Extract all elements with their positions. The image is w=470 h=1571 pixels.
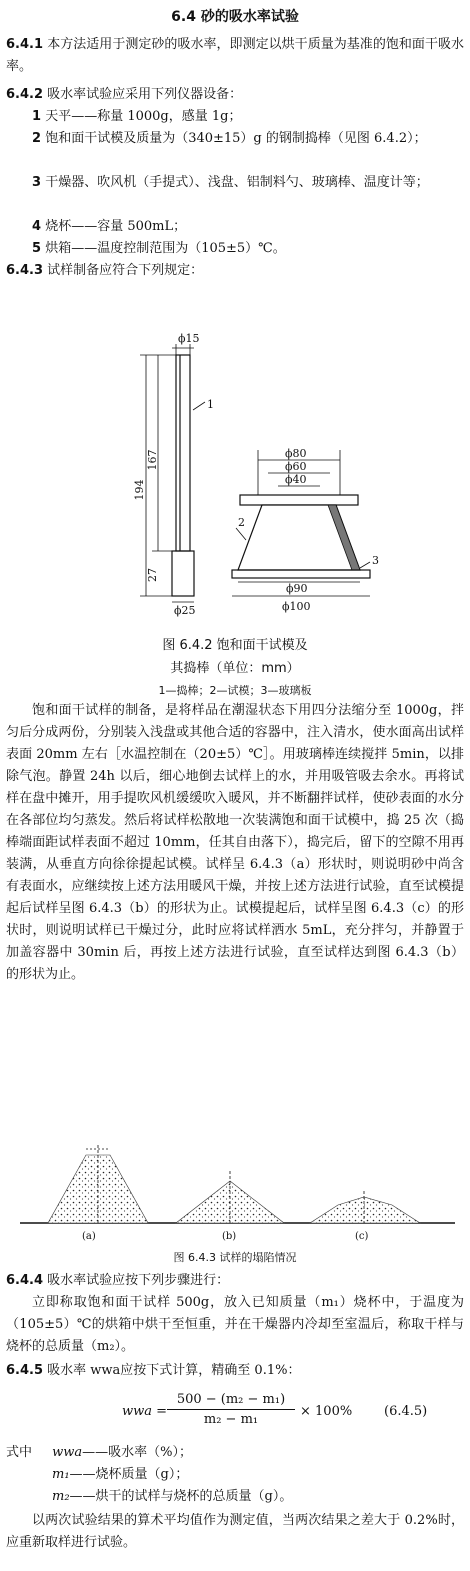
slump-b — [176, 1171, 284, 1223]
clause-text: 吸水率试验应采用下列仪器设备： — [47, 87, 243, 102]
clause-6-4-5 — [6, 1360, 464, 1382]
clause-text: 吸水率 wwa应按下式计算，精确至 0.1%： — [47, 1363, 301, 1378]
clause-6-4-2 — [6, 84, 464, 106]
formula-fraction — [167, 1392, 295, 1427]
item-text: 烧杯——容量 500mL； — [45, 219, 187, 234]
clause-text: 试样制备应符合下列规定： — [47, 263, 204, 278]
clause-6-4-1 — [6, 34, 464, 78]
item-number: 4 — [32, 219, 42, 234]
item-number: 5 — [32, 241, 42, 256]
clause-number: 6.4.5 — [6, 1363, 44, 1378]
slump-c — [310, 1191, 420, 1223]
dim-phi100: ϕ100 — [282, 600, 311, 613]
item-text: 干燥器、吹风机（手提式）、浅盘、铝制料勺、玻璃棒、温度计等； — [45, 175, 429, 190]
slump-a — [48, 1145, 148, 1223]
label-1: 1 — [207, 398, 214, 411]
figure-6-4-2-legend: 1—捣棒；2—试模；3—玻璃板 — [158, 684, 312, 697]
mould — [232, 495, 370, 578]
dim-194: 194 — [133, 479, 146, 501]
dim-phi40: ϕ40 — [285, 473, 307, 486]
dim-phi60: ϕ60 — [285, 460, 307, 473]
clause-number: 6.4.2 — [6, 87, 44, 102]
def-text: ——烘干的试样与烧杯的总质量（g）。 — [69, 1489, 293, 1504]
dim-phi80: ϕ80 — [285, 447, 307, 460]
figure-6-4-2-caption-line-2: 其捣棒（单位：mm） — [170, 661, 300, 676]
label-2: 2 — [238, 516, 245, 529]
clause-number: 6.4.4 — [6, 1273, 44, 1288]
equipment-item-1 — [6, 106, 464, 128]
formula-lhs: wwa = — [122, 1404, 168, 1419]
formula-tail: × 100% — [300, 1404, 353, 1419]
def-symbol: wwa — [52, 1445, 83, 1460]
rod-dimensions — [140, 355, 176, 596]
figure-6-4-2-drawing — [0, 330, 470, 620]
equipment-item-4 — [6, 216, 464, 238]
def-text: ——吸水率（%）； — [82, 1445, 193, 1460]
clause-6-4-4 — [6, 1270, 464, 1292]
dim-phi15: ϕ15 — [178, 332, 200, 345]
section-title: 6.4 砂的吸水率试验 — [171, 9, 299, 25]
clause-text: 吸水率试验应按下列步骤进行： — [47, 1273, 230, 1288]
clause-6-4-3 — [6, 260, 464, 282]
where-lead: 式中 — [6, 1445, 33, 1460]
figure-6-4-3-drawing — [0, 1135, 470, 1245]
figure-6-4-3-caption: 图 6.4.3 试样的塌陷情况 — [173, 1251, 297, 1264]
clause-text: 本方法适用于测定砂的吸水率，即测定以烘干质量为基准的饱和面干吸水率。 — [6, 37, 464, 74]
tamping-rod — [172, 344, 205, 596]
dim-27: 27 — [146, 568, 159, 582]
dim-phi90: ϕ90 — [286, 582, 308, 595]
formula-6-4-5 — [122, 1392, 462, 1436]
equipment-item-5 — [6, 238, 464, 260]
closing-paragraph: 以两次试验结果的算术平均值作为测定值，当两次结果之差大于 0.2%时，应重新取样进行试验。 — [6, 1513, 464, 1550]
item-number: 3 — [32, 175, 42, 190]
def-text: ——烧杯质量（g）； — [69, 1467, 189, 1482]
label-b: (b) — [222, 1231, 237, 1242]
def-symbol: m₁ — [52, 1467, 70, 1482]
item-text: 天平——称量 1000g，感量 1g； — [45, 109, 242, 124]
item-text: 烘箱——温度控制范围为（105±5）℃。 — [45, 241, 286, 256]
clause-number: 6.4.3 — [6, 263, 44, 278]
formula-numerator: 500 − (m₂ − m₁) — [167, 1392, 295, 1410]
equipment-item-3 — [6, 172, 464, 194]
formula-denominator: m₂ − m₁ — [203, 1412, 259, 1427]
equipment-item-2 — [6, 128, 464, 150]
item-text: 饱和面干试模及质量为（340±15）g 的钢制捣棒（见图 6.4.2）； — [45, 131, 427, 146]
clause-6-4-4-body: 立即称取饱和面干试样 500g，放入已知质量（m₁）烧杯中，于温度为（105±5）℃的烘箱中烘干至恒重，并在干燥器内冷却至室温后，称取干样与烧杯的总质量（m₂）。 — [6, 1295, 464, 1354]
dim-167: 167 — [146, 449, 159, 471]
item-number: 2 — [32, 131, 42, 146]
figure-6-4-2-caption-line-1: 图 6.4.2 饱和面干试模及 — [162, 638, 308, 653]
dim-phi25: ϕ25 — [174, 604, 196, 617]
clause-number: 6.4.1 — [6, 37, 44, 52]
item-number: 1 — [32, 109, 42, 124]
label-3: 3 — [372, 554, 379, 567]
label-a: (a) — [82, 1231, 96, 1242]
sample-preparation-paragraph: 饱和面干试样的制备，是将样品在潮湿状态下用四分法缩分至 1000g，拌匀后分成两份，分别装入浅盘或其他合适的容器中，注入清水，使水面高出试样表面 20mm 左右［水温控制在（20±5）℃］。用玻璃棒连续搅拌 5min，以排除气泡。静置 24h 以后，细心地倒去试样上的水，并用吸管吸去余水。再将试样在盘中摊开，用手提吹风机缓缓吹入暖风，并不断翻拌试样，使砂表面的水分在各部位均匀蒸发。然后将试样松散地一次装满饱和面干试模中，捣 25 次（捣棒端面距试样表面不超过 10mm，任其自由落下），捣完后，留下的空隙不用再装满，从垂直方向徐徐提起试模。试样呈 6.4.3（a）形状时，则说明砂中尚含有表面水，应继续按上述方法用暖风干燥，并按上述方法进行试验，直至试模提起后试样呈图 6.4.3（b）的形状为止。试模提起后，试样呈图 6.4.3（c）的形状时，则说明试样已干燥过分，此时应将试样洒水 5mL，充分拌匀，并静置于加盖容器中 30min 后，再按上述方法进行试验，直至试样达到图 6.4.3（b）的形状为止。 — [6, 703, 464, 982]
label-c: (c) — [355, 1231, 369, 1242]
variable-definitions — [6, 1442, 446, 1508]
def-symbol: m₂ — [52, 1489, 70, 1504]
formula-number: (6.4.5) — [384, 1404, 428, 1419]
